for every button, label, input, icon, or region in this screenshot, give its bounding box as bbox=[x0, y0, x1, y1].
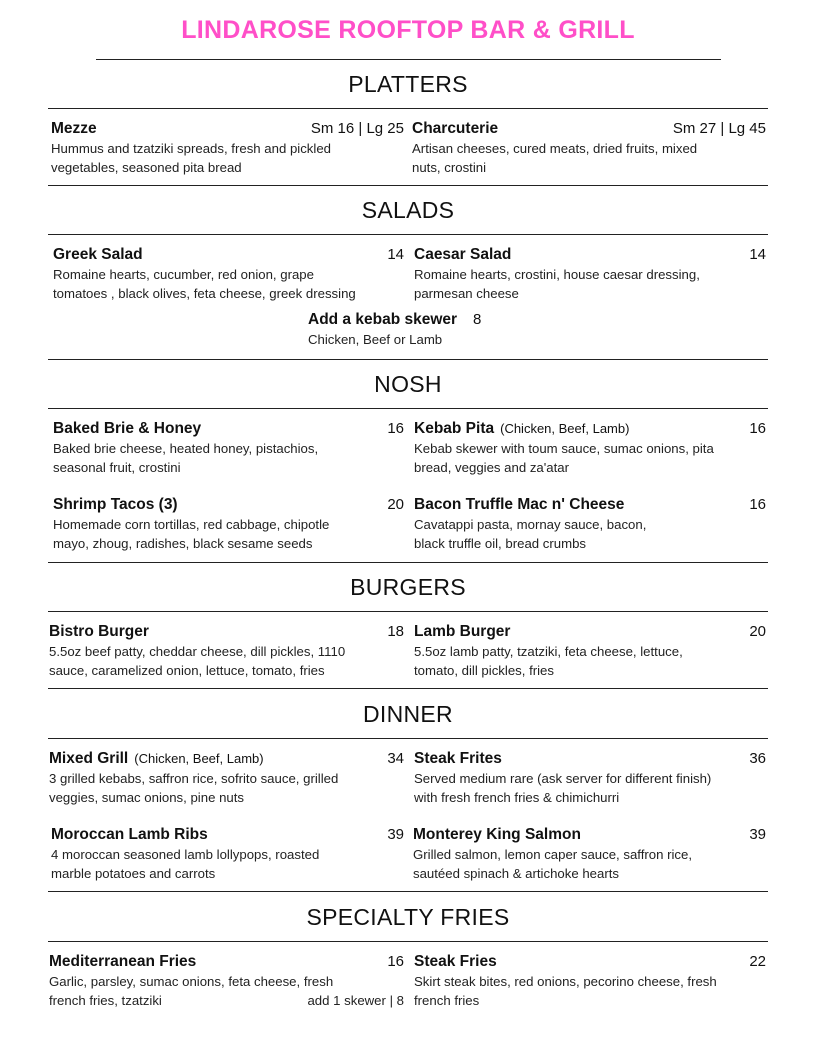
item-price: 39 bbox=[387, 826, 404, 843]
item-name: Steak Fries bbox=[414, 953, 497, 970]
menu-item bbox=[413, 825, 766, 883]
item-price: 16 bbox=[749, 496, 766, 513]
item-name: Steak Frites bbox=[414, 750, 502, 767]
item-name: Add a kebab skewer bbox=[308, 311, 458, 328]
item-price: 16 bbox=[387, 953, 404, 970]
item-name: Shrimp Tacos (3) bbox=[53, 496, 178, 513]
item-description: 5.5oz lamb patty, tzatziki, feta cheese, lettuce, tomato, dill pickles, fries bbox=[414, 644, 683, 678]
menu-item-addon bbox=[308, 310, 508, 350]
item-description: Skirt steak bites, red onions, pecorino cheese, fresh french fries bbox=[414, 974, 717, 1008]
section-title: BURGERS bbox=[350, 574, 466, 600]
section-divider bbox=[48, 562, 768, 563]
section-divider bbox=[48, 359, 768, 360]
menu-item bbox=[49, 622, 404, 680]
item-price: 39 bbox=[749, 826, 766, 843]
section-specialty-fries bbox=[48, 899, 768, 1022]
section-title: PLATTERS bbox=[348, 71, 468, 97]
item-addon: add 1 skewer | 8 bbox=[307, 992, 404, 1008]
item-price: 20 bbox=[387, 496, 404, 513]
section-platters bbox=[48, 66, 768, 186]
item-name: Bistro Burger bbox=[49, 623, 149, 640]
item-name: Baked Brie & Honey bbox=[53, 420, 202, 437]
section-divider bbox=[48, 185, 768, 186]
item-name: Mediterranean Fries bbox=[49, 953, 197, 970]
item-note: (Chicken, Beef, Lamb) bbox=[500, 421, 630, 436]
menu-item bbox=[414, 495, 766, 553]
section-nosh bbox=[48, 366, 768, 563]
item-description: 4 moroccan seasoned lamb lollypops, roasted marble potatoes and carrots bbox=[51, 847, 320, 881]
item-description: Baked brie cheese, heated honey, pistachios, seasonal fruit, crostini bbox=[53, 441, 319, 475]
section-title: SPECIALTY FRIES bbox=[306, 904, 510, 930]
item-price: 14 bbox=[387, 246, 404, 263]
item-name: Mixed Grill bbox=[49, 750, 129, 767]
item-name: Monterey King Salmon bbox=[413, 826, 581, 843]
section-divider bbox=[48, 688, 768, 689]
item-price: 14 bbox=[749, 246, 766, 263]
item-name: Caesar Salad bbox=[414, 246, 512, 263]
menu-item bbox=[53, 419, 404, 477]
item-name: Moroccan Lamb Ribs bbox=[51, 826, 208, 843]
item-price: 18 bbox=[387, 623, 404, 640]
section-dinner bbox=[48, 696, 768, 892]
item-price: 8 bbox=[473, 311, 482, 328]
menu-item bbox=[412, 119, 766, 177]
menu-item bbox=[414, 419, 766, 477]
section-salads bbox=[48, 192, 768, 360]
item-description: Romaine hearts, cucumber, red onion, grape tomatoes , black olives, feta cheese, greek dressing bbox=[53, 267, 356, 301]
section-burgers bbox=[48, 569, 768, 689]
item-description: 5.5oz beef patty, cheddar cheese, dill pickles, 1110 sauce, caramelized onion, lettuce, tomato, fries bbox=[49, 644, 346, 678]
item-description: Cavatappi pasta, mornay sauce, bacon, black truffle oil, bread crumbs bbox=[414, 517, 647, 551]
item-description: Hummus and tzatziki spreads, fresh and pickled vegetables, seasoned pita bread bbox=[51, 141, 331, 175]
menu-item bbox=[49, 749, 404, 807]
menu-item bbox=[49, 952, 404, 1010]
section-divider bbox=[48, 891, 768, 892]
item-description: Chicken, Beef or Lamb bbox=[308, 332, 443, 347]
menu-item bbox=[51, 825, 404, 883]
menu-item bbox=[414, 749, 766, 807]
menu-item bbox=[414, 622, 766, 680]
item-name: Kebab Pita bbox=[414, 420, 495, 437]
item-price: 22 bbox=[749, 953, 766, 970]
item-name: Lamb Burger bbox=[414, 623, 511, 640]
item-description: Artisan cheeses, cured meats, dried fruits, mixed nuts, crostini bbox=[412, 141, 698, 175]
item-description: Garlic, parsley, sumac onions, feta cheese, fresh french fries, tzatziki add 1 skewer | 8 bbox=[49, 973, 404, 1010]
item-price: 34 bbox=[387, 750, 404, 767]
section-title: DINNER bbox=[363, 701, 453, 727]
item-description: Grilled salmon, lemon caper sauce, saffron rice, sautéed spinach & artichoke hearts bbox=[413, 847, 693, 881]
menu-item bbox=[414, 245, 766, 303]
menu-item bbox=[51, 119, 404, 177]
menu-item bbox=[53, 245, 404, 303]
menu-item bbox=[414, 952, 766, 1010]
item-name: Mezze bbox=[51, 120, 97, 137]
item-note: (Chicken, Beef, Lamb) bbox=[134, 751, 264, 766]
section-title: SALADS bbox=[361, 197, 455, 223]
title-divider bbox=[96, 59, 721, 60]
menu-item bbox=[53, 495, 404, 553]
item-price: 36 bbox=[749, 750, 766, 767]
item-name: Greek Salad bbox=[53, 246, 143, 263]
item-price: 20 bbox=[749, 623, 766, 640]
item-price: 16 bbox=[749, 420, 766, 437]
item-price: Sm 27 | Lg 45 bbox=[672, 120, 766, 137]
item-price: Sm 16 | Lg 25 bbox=[310, 120, 404, 137]
item-description: Homemade corn tortillas, red cabbage, chipotle mayo, zhoug, radishes, black sesame seeds bbox=[53, 517, 330, 551]
section-title: NOSH bbox=[374, 371, 442, 397]
item-description: 3 grilled kebabs, saffron rice, sofrito sauce, grilled veggies, sumac onions, pine nuts bbox=[49, 771, 339, 805]
item-description: Kebab skewer with toum sauce, sumac onions, pita bread, veggies and za'atar bbox=[414, 441, 714, 475]
item-price: 16 bbox=[387, 420, 404, 437]
item-description: Served medium rare (ask server for different finish) with fresh french fries & chimichurri bbox=[414, 771, 712, 805]
item-description: Romaine hearts, crostini, house caesar dressing, parmesan cheese bbox=[414, 267, 700, 301]
restaurant-title: LINDAROSE ROOFTOP BAR & GRILL bbox=[181, 16, 635, 44]
item-name: Bacon Truffle Mac n' Cheese bbox=[414, 496, 625, 513]
item-name: Charcuterie bbox=[412, 120, 499, 137]
